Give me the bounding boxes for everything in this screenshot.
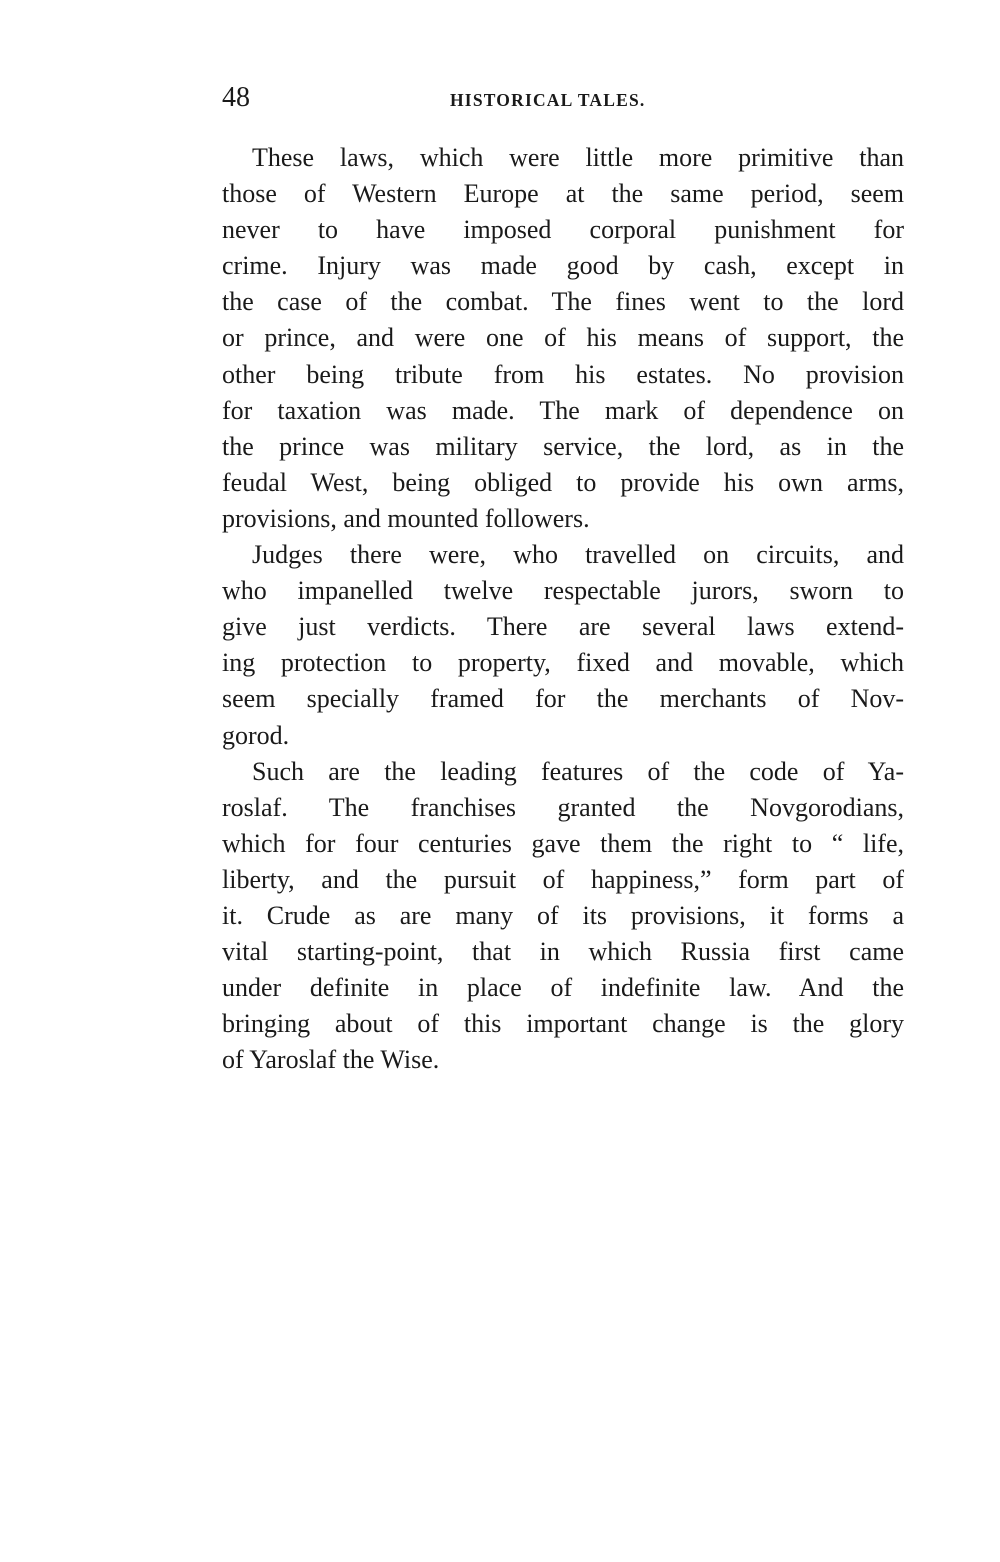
paragraph-2: [222, 537, 904, 754]
text-line: for taxation was made. The mark of dependence on: [222, 395, 904, 425]
running-title: HISTORICAL TALES.: [450, 90, 646, 110]
text-line: provisions, and mounted followers.: [222, 503, 590, 533]
text-line: gorod.: [222, 720, 290, 750]
text-line: roslaf. The franchises granted the Novgorodians,: [222, 792, 904, 822]
text-line: Such are the leading features of the code of Ya-: [252, 756, 904, 786]
text-line: or prince, and were one of his means of support, the: [222, 323, 904, 353]
text-line: it. Crude as are many of its provisions, it forms a: [222, 900, 904, 930]
text-line: never to have imposed corporal punishment for: [222, 215, 904, 245]
paragraph-1: [222, 140, 904, 537]
text-line: crime. Injury was made good by cash, except in: [222, 251, 904, 281]
page-header: [222, 82, 904, 118]
text-line: the case of the combat. The fines went to the lord: [222, 287, 904, 317]
text-line: vital starting-point, that in which Russia first came: [222, 937, 904, 967]
text-line: liberty, and the pursuit of happiness,” form part of: [222, 864, 904, 894]
text-line: who impanelled twelve respectable jurors, sworn to: [222, 576, 904, 606]
text-line: those of Western Europe at the same period, seem: [222, 179, 904, 209]
text-line: which for four centuries gave them the right to “ life,: [222, 828, 904, 858]
text-line: feudal West, being obliged to provide his own arms,: [222, 467, 904, 497]
text-line: other being tribute from his estates. No provision: [222, 359, 904, 389]
text-line: Judges there were, who travelled on circuits, and: [252, 540, 904, 570]
paragraph-3: [222, 754, 904, 1079]
text-line: of Yaroslaf the Wise.: [222, 1045, 440, 1075]
text-line: seem specially framed for the merchants of Nov-: [222, 684, 904, 714]
text-line: These laws, which were little more primitive than: [252, 143, 904, 172]
text-line: ing protection to property, fixed and movable, which: [222, 648, 904, 678]
body-text: [222, 140, 904, 1078]
text-line: bringing about of this important change is the glory: [222, 1009, 904, 1039]
text-line: under definite in place of indefinite law. And the: [222, 973, 904, 1003]
text-line: the prince was military service, the lord, as in the: [222, 431, 904, 461]
page-number: 48: [222, 82, 250, 113]
text-line: give just verdicts. There are several laws extend-: [222, 612, 904, 642]
